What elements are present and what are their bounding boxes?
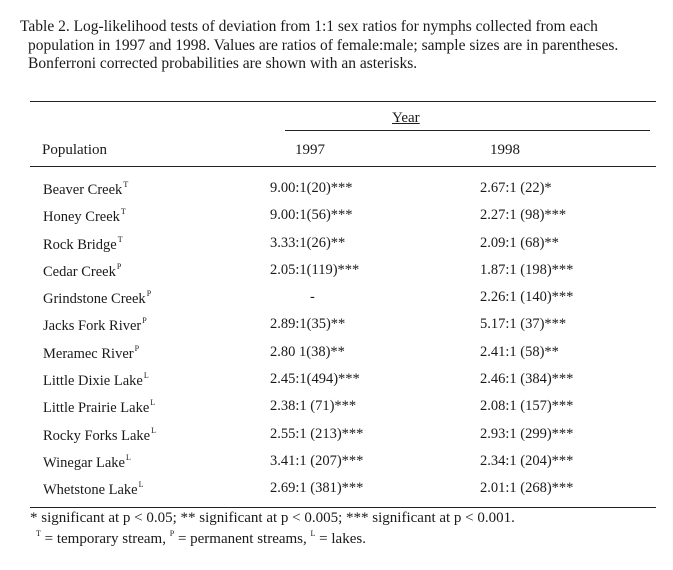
table-bottom-rule — [30, 507, 656, 508]
cell-1998: 2.01:1 (268)*** — [480, 480, 574, 497]
cell-1998: 1.87:1 (198)*** — [480, 261, 574, 278]
population-type-superscript: L — [151, 425, 157, 435]
table-row — [0, 312, 673, 339]
footnote-sup-t: T — [36, 529, 41, 538]
population-type-superscript: L — [150, 398, 156, 408]
table-row — [0, 203, 673, 230]
cell-population — [43, 180, 128, 199]
cell-1997: 2.05:1(119)*** — [270, 261, 360, 278]
table-body — [0, 176, 673, 504]
cell-population — [43, 289, 151, 308]
population-name: Little Dixie Lake — [43, 373, 143, 390]
year-group-header: Year — [392, 110, 420, 126]
cell-1998: 2.93:1 (299)*** — [480, 425, 574, 442]
cell-1997: 3.41:1 (207)*** — [270, 452, 364, 469]
cell-population — [43, 398, 155, 417]
cell-population — [43, 344, 139, 363]
cell-population — [43, 480, 144, 499]
cell-1997: 2.89:1(35)** — [270, 316, 346, 333]
population-name: Meramec River — [43, 345, 134, 362]
cell-1998: 2.34:1 (204)*** — [480, 452, 574, 469]
cell-1997: - — [310, 289, 315, 306]
cell-1997: 9.00:1(56)*** — [270, 207, 353, 224]
cell-1998: 2.08:1 (157)*** — [480, 398, 574, 415]
footnote-text-t: = temporary stream, — [40, 531, 170, 547]
population-type-superscript: L — [125, 452, 131, 462]
header-bottom-rule — [30, 166, 656, 167]
population-type-superscript: P — [134, 343, 140, 353]
population-name: Rocky Forks Lake — [43, 427, 151, 444]
cell-1998: 2.67:1 (22)* — [480, 180, 552, 196]
cell-1997: 2.55:1 (213)*** — [270, 425, 364, 442]
cell-1998: 5.17:1 (37)*** — [480, 316, 567, 333]
cell-1998: 2.46:1 (384)*** — [480, 371, 574, 388]
cell-1998: 2.41:1 (58)** — [480, 343, 559, 360]
cell-1997: 2.45:1(494)*** — [270, 371, 360, 388]
year-underline-rule — [285, 130, 650, 131]
population-name: Rock Bridge — [43, 236, 117, 253]
population-name: Grindstone Creek — [43, 291, 146, 308]
cell-population — [43, 207, 126, 226]
footnote-significance: * significant at p < 0.05; ** significant at p < 0.005; *** significant at p < 0.001. — [30, 510, 515, 526]
cell-population — [43, 235, 123, 254]
table-row — [0, 476, 673, 503]
table-top-rule — [30, 101, 656, 102]
population-type-superscript: T — [123, 180, 129, 189]
population-type-superscript: L — [138, 480, 144, 490]
cell-1997: 9.00:1(20)*** — [270, 180, 353, 196]
cell-1998: 2.26:1 (140)*** — [480, 289, 574, 306]
population-name: Honey Creek — [43, 209, 120, 226]
table-row — [0, 285, 673, 312]
cell-population — [43, 262, 121, 281]
population-name: Winegar Lake — [43, 454, 125, 471]
table-row — [0, 394, 673, 421]
population-name: Beaver Creek — [43, 182, 123, 198]
cell-1997: 2.69:1 (381)*** — [270, 480, 364, 497]
cell-1998: 2.27:1 (98)*** — [480, 207, 567, 224]
column-header-1998: 1998 — [490, 142, 520, 158]
population-type-superscript: T — [117, 234, 123, 244]
population-type-superscript: P — [146, 289, 152, 299]
table-row — [0, 231, 673, 258]
table-caption: Table 2. Log-likelihood tests of deviation from 1:1 sex ratios for nymphs collected from each population in 1997 and 1998. Values are ratios of female:male; sample sizes are in parentheses. Bonferroni corrected probabilities are shown with an asterisks. — [20, 18, 619, 72]
table-row — [0, 258, 673, 285]
population-name: Whetstone Lake — [43, 482, 138, 499]
cell-1997: 2.80 1(38)** — [270, 343, 345, 360]
population-name: Jacks Fork River — [43, 318, 142, 335]
cell-population — [43, 371, 149, 390]
cell-1997: 2.38:1 (71)*** — [270, 398, 357, 415]
population-type-superscript: L — [143, 371, 149, 381]
cell-population — [43, 316, 147, 335]
footnote-text-l: = lakes. — [315, 531, 366, 547]
footnote-text-p: = permanent streams, — [174, 531, 311, 547]
population-type-superscript: P — [142, 316, 147, 326]
table-row — [0, 422, 673, 449]
footnote-legend — [36, 529, 366, 548]
table-row — [0, 176, 673, 203]
cell-population — [43, 453, 131, 472]
column-header-1997: 1997 — [295, 142, 325, 158]
cell-population — [43, 426, 156, 445]
cell-1997: 3.33:1(26)** — [270, 234, 346, 251]
table-row — [0, 367, 673, 394]
column-header-population: Population — [42, 142, 108, 158]
table-row — [0, 340, 673, 367]
cell-1998: 2.09:1 (68)** — [480, 234, 559, 251]
population-name: Cedar Creek — [43, 263, 116, 280]
footnote-sup-l: L — [310, 529, 316, 538]
population-type-superscript: P — [116, 261, 122, 271]
table-row — [0, 449, 673, 476]
footnote-sup-p: P — [169, 529, 175, 538]
population-type-superscript: T — [120, 207, 126, 217]
population-name: Little Prairie Lake — [43, 400, 150, 417]
